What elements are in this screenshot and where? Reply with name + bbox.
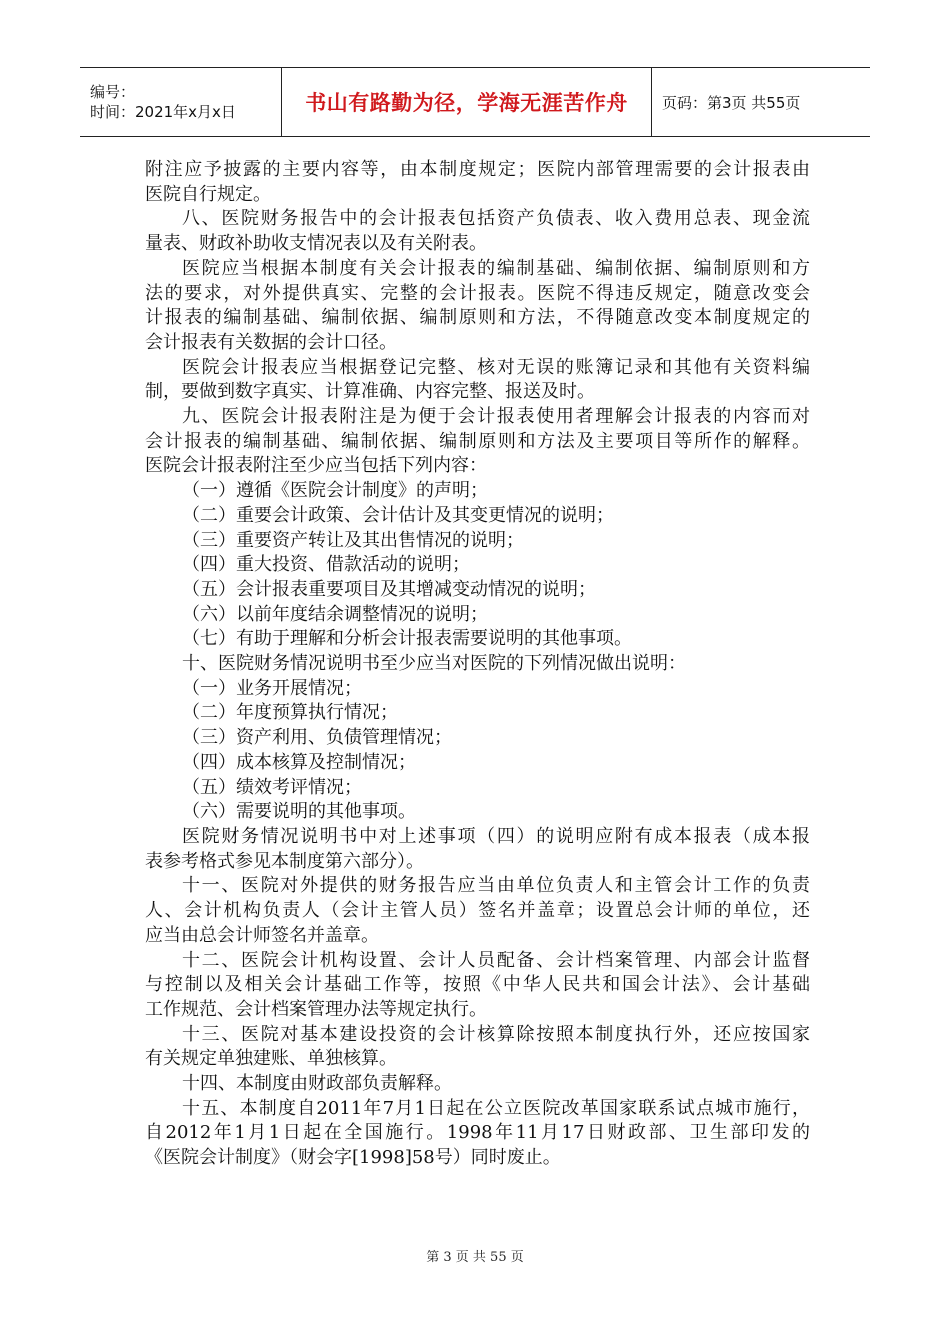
footer-page-number: 第 3 页 共 55 页 (426, 1250, 524, 1265)
list-item: （六）需要说明的其他事项。 (182, 801, 416, 823)
body-line: 量表、财政补助收支情况表以及有关附表。 (145, 233, 487, 255)
page-header (80, 67, 870, 137)
body-line: 十二、医院会计机构设置、会计人员配备、会计档案管理、内部会计监督 (182, 949, 810, 971)
body-line: 表参考格式参见本制度第六部分）。 (145, 850, 424, 872)
body-line: 有关规定单独建账、单独核算。 (145, 1048, 397, 1070)
body-line: 十三、医院对基本建设投资的会计核算除按照本制度执行外，还应按国家 (182, 1023, 810, 1045)
body-line: 医院会计报表应当根据登记完整、核对无误的账簿记录和其他有关资料编 (182, 356, 810, 378)
body-line: 与控制以及相关会计基础工作等，按照《中华人民共和国会计法》、会计基础 (145, 974, 810, 996)
list-item: （五）会计报表重要项目及其增减变动情况的说明； (182, 578, 596, 600)
body-line: 《医院会计制度》（财会字[1998]58号）同时废止。 (145, 1147, 561, 1169)
list-item: （一）遵循《医院会计制度》的声明； (182, 480, 488, 502)
list-item: （五）绩效考评情况； (182, 776, 362, 798)
list-item: （三）资产利用、负债管理情况； (182, 727, 452, 749)
list-item: （三）重要资产转让及其出售情况的说明； (182, 529, 524, 551)
body-line: 十一、医院对外提供的财务报告应当由单位负责人和主管会计工作的负责 (182, 875, 810, 897)
body-line: 计报表的编制基础、编制依据、编制原则和方法，不得随意改变本制度规定的 (145, 307, 810, 329)
list-item: （二）年度预算执行情况； (182, 702, 398, 724)
list-item: （七）有助于理解和分析会计报表需要说明的其他事项。 (182, 628, 632, 650)
body-line: 应当由总会计师签名并盖章。 (145, 924, 379, 946)
list-item: （四）重大投资、借款活动的说明； (182, 554, 470, 576)
body-line: 法的要求，对外提供真实、完整的会计报表。医院不得违反规定，随意改变会 (145, 282, 810, 304)
body-line: 会计报表的编制基础、编制依据、编制原则和方法及主要项目等所作的解释。 (145, 430, 810, 452)
body-line: 人、会计机构负责人（会计主管人员）签名并盖章；设置总会计师的单位，还 (145, 900, 810, 922)
header-motto-cell (282, 68, 652, 136)
document-body (145, 158, 810, 1171)
list-item: （一）业务开展情况； (182, 677, 362, 699)
body-line: 十、医院财务情况说明书至少应当对医院的下列情况做出说明： (182, 653, 686, 675)
body-line: 医院会计报表附注至少应当包括下列内容： (145, 455, 487, 477)
body-line: 医院应当根据本制度有关会计报表的编制基础、编制依据、编制原则和方 (182, 257, 810, 279)
doc-time-label: 时间：2021年x月x日 (90, 103, 236, 121)
doc-number-label: 编号： (90, 83, 136, 101)
body-line: 附注应予披露的主要内容等，由本制度规定；医院内部管理需要的会计报表由 (145, 159, 810, 180)
list-item: （六）以前年度结余调整情况的说明； (182, 603, 488, 625)
body-line: 工作规范、会计档案管理办法等规定执行。 (145, 998, 487, 1020)
header-page-info (652, 68, 870, 136)
body-line: 自2012年1月1日起在全国施行。1998年11月17日财政部、卫生部印发的 (145, 1122, 810, 1144)
header-motto: 书山有路勤为径，学海无涯苦作舟 (305, 91, 628, 115)
body-line: 制，要做到数字真实、计算准确、内容完整、报送及时。 (145, 381, 595, 403)
page-info-text: 页码：第3页 共55页 (662, 93, 801, 112)
body-line: 十四、本制度由财政部负责解释。 (182, 1073, 452, 1095)
list-item: （四）成本核算及控制情况； (182, 751, 416, 773)
page-footer (0, 1246, 950, 1265)
body-line: 会计报表有关数据的会计口径。 (145, 331, 397, 353)
body-line: 八、医院财务报告中的会计报表包括资产负债表、收入费用总表、现金流 (182, 208, 810, 230)
header-meta (80, 68, 282, 136)
body-line: 十五、本制度自2011年7月1日起在公立医院改革国家联系试点城市施行， (182, 1097, 810, 1119)
body-line: 九、医院会计报表附注是为便于会计报表使用者理解会计报表的内容而对 (182, 406, 810, 428)
body-line: 医院自行规定。 (145, 183, 271, 205)
body-line: 医院财务情况说明书中对上述事项（四）的说明应附有成本报表（成本报 (182, 825, 810, 847)
list-item: （二）重要会计政策、会计估计及其变更情况的说明； (182, 504, 614, 526)
